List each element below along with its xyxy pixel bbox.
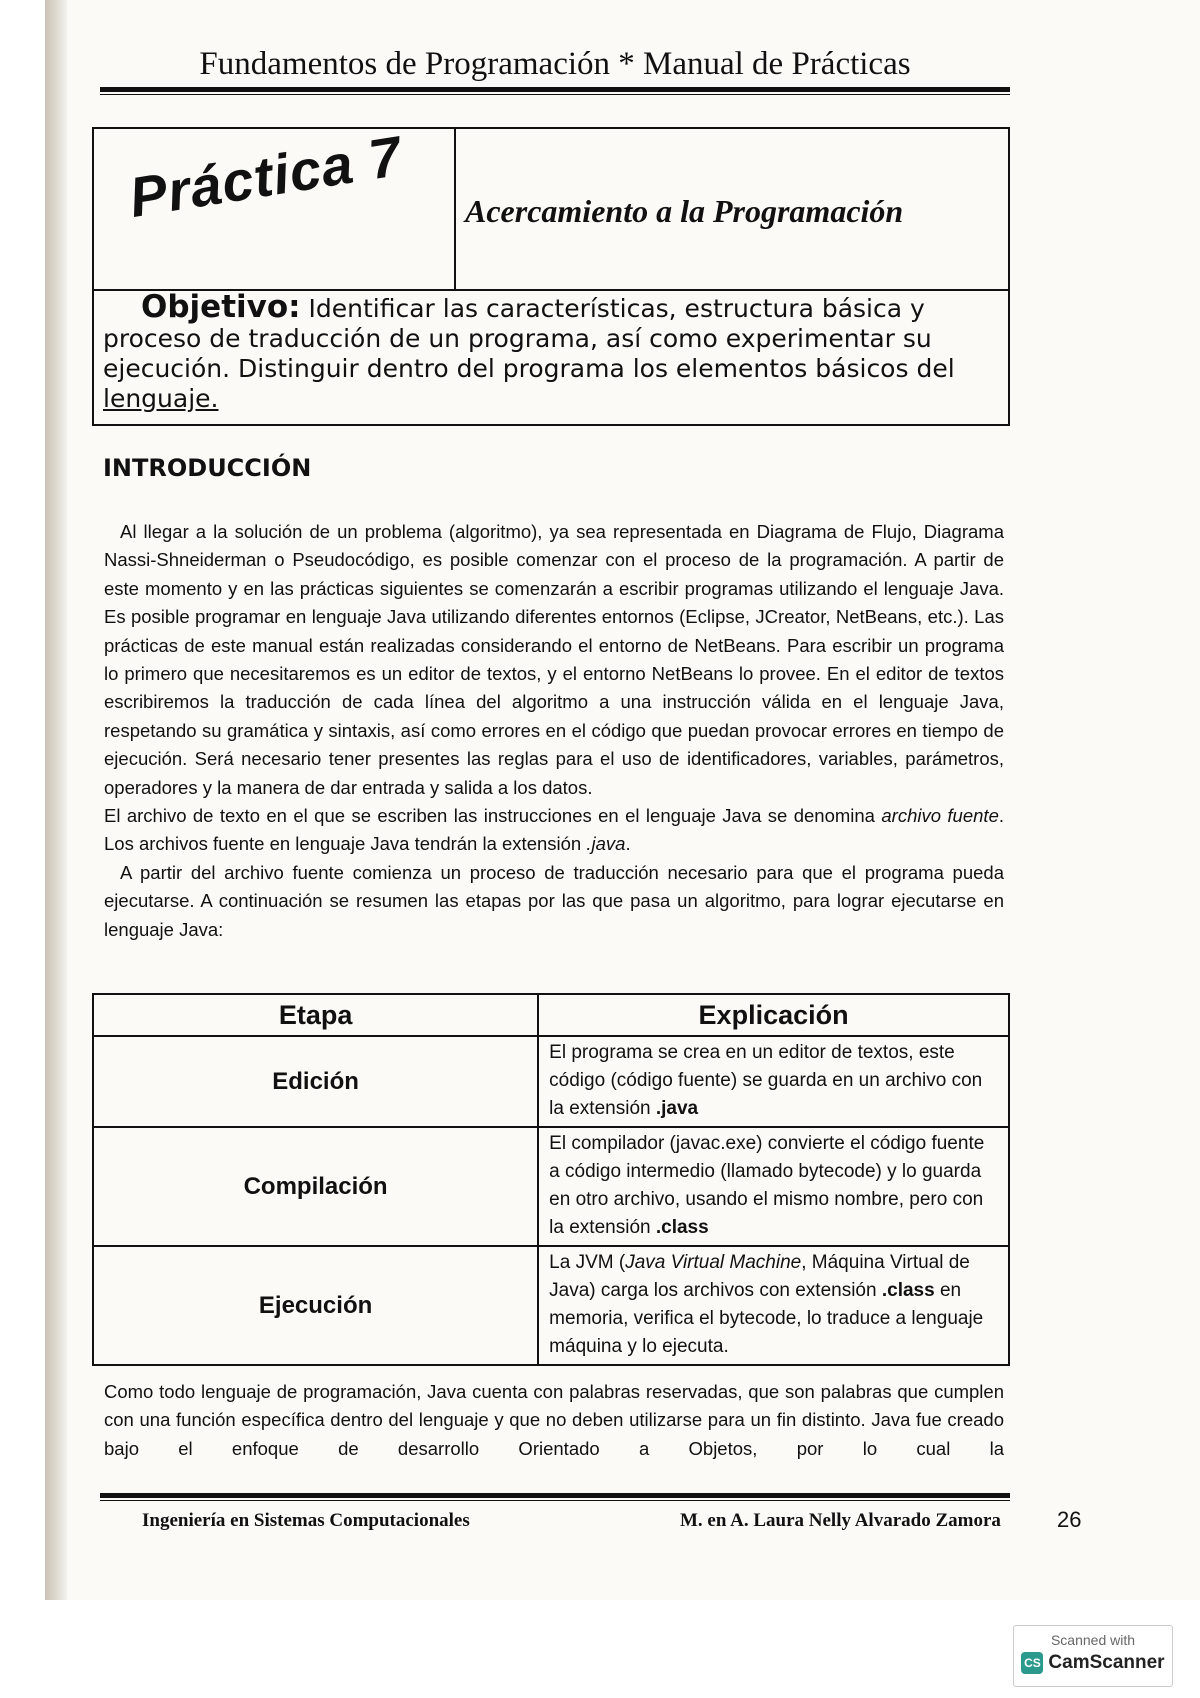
objective-line: ejecución. Distinguir dentro del programa los elementos básicos del: [103, 354, 955, 383]
page-binding-shadow: [45, 0, 67, 1600]
column-header: Explicación: [538, 994, 1009, 1036]
intro-paragraph: A partir del archivo fuente comienza un proceso de traducción necesario para que el programa pueda ejecutarse. A continuación se resumen las etapas por las que pasa un algoritmo, para lograr ejecutarse en lenguaje Java:: [104, 861, 1004, 940]
intro-paragraph: [104, 802, 1004, 859]
introduction-body: [104, 518, 1004, 944]
introduction-heading: INTRODUCCIÓN: [103, 454, 312, 482]
intro-text: . Los archivos fuente en lenguaje Java tendrán la extensión: [104, 805, 1004, 855]
objective-label: Objetivo:: [141, 289, 301, 325]
explanation-text: La JVM (: [549, 1252, 626, 1273]
header-rule-thin: [100, 94, 1010, 95]
closing-text: Como todo lenguaje de programación, Java cuenta con palabras reservadas, que son palabras que cumplen con una función específica dentro del lenguaje y que no deben utilizarse para un fin distinto. Java fue creado bajo el enfoque de desarrollo Orientado a Objetos, por lo cual la: [104, 1381, 1004, 1459]
watermark-brand-name: CamScanner: [1048, 1652, 1165, 1673]
stages-table: [92, 993, 1010, 1366]
intro-text: .: [625, 833, 631, 855]
closing-paragraph: [104, 1378, 1004, 1463]
title-box-divider: [454, 127, 456, 290]
intro-text: El archivo de texto en el que se escriben las instrucciones en el lenguaje Java se denomina: [104, 805, 875, 827]
footer-rule-thin: [100, 1500, 1010, 1501]
explanation-italic: Java Virtual Machine: [625, 1252, 802, 1273]
camscanner-logo-icon: CS: [1021, 1652, 1043, 1674]
header-rule: [100, 87, 1010, 92]
explanation-text: en memoria, verifica el bytecode, lo traduce a lenguaje máquina y lo ejecuta.: [549, 1280, 984, 1357]
objective-line: lenguaje.: [103, 384, 219, 413]
explanation-extension: .java: [655, 1098, 699, 1119]
page-header-title: Fundamentos de Programación * Manual de Prácticas: [199, 46, 911, 82]
footer-rule: [100, 1493, 1010, 1498]
explanation-extension: .class: [881, 1280, 935, 1301]
table-row: [93, 1127, 1009, 1246]
explanation-text: El compilador (javac.exe) convierte el código fuente a código intermedio (llamado bytecode) y lo guarda en otro archivo, usando el mismo nombre, pero con la extensión: [549, 1133, 985, 1238]
stage-name: Ejecución: [93, 1246, 538, 1365]
objective-line: Identificar las características, estructura básica y: [308, 294, 925, 323]
stage-explanation: [538, 1036, 1009, 1127]
intro-extension: .java: [586, 833, 626, 855]
table-row: [93, 1246, 1009, 1365]
practice-subtitle: Acercamiento a la Programación: [465, 193, 904, 229]
page-number: 26: [1057, 1507, 1082, 1532]
stage-explanation: [538, 1246, 1009, 1365]
intro-term: archivo fuente: [881, 805, 999, 827]
table-row: [93, 1036, 1009, 1127]
footer-program: Ingeniería en Sistemas Computacionales: [142, 1510, 470, 1531]
column-header: Etapa: [93, 994, 538, 1036]
explanation-extension: .class: [655, 1217, 709, 1238]
objective-line: proceso de traducción de un programa, así como experimentar su: [103, 324, 932, 353]
watermark-caption: Scanned with: [1050, 1632, 1136, 1648]
footer-author: M. en A. Laura Nelly Alvarado Zamora: [680, 1510, 1001, 1531]
explanation-text: , Máquina Virtual de Java) carga los archivos con extensión: [549, 1252, 970, 1301]
practice-number: Práctica 7: [124, 123, 407, 230]
table-header-row: [93, 994, 1009, 1036]
stage-name: Compilación: [93, 1127, 538, 1246]
explanation-text: El programa se crea en un editor de textos, este código (código fuente) se guarda en un archivo con la extensión: [549, 1042, 983, 1119]
watermark-brand: [1014, 1652, 1172, 1674]
intro-paragraph: Al llegar a la solución de un problema (algoritmo), ya sea representada en Diagrama de Flujo, Diagrama Nassi-Shneiderman o Pseudocódigo, es posible comenzar con el proceso de la programación. A partir de este momento y en las prácticas siguientes se comenzarán a escribir programas utilizando el lenguaje Java. Es posible programar en lenguaje Java utilizando diferentes entornos (Eclipse, JCreator, NetBeans, etc.). Las prácticas de este manual están realizadas considerando el entorno de NetBeans. Para escribir un programa lo primero que necesitaremos es un editor de textos, y el entorno NetBeans lo provee. En el editor de textos escribiremos la traducción de cada línea del algoritmo a una instrucción válida en el lenguaje Java, respetando su gramática y sintaxis, así como errores en el código que puedan provocar errores en tiempo de ejecución. Será necesario tener presentes las reglas para el uso de identificadores, variables, parámetros, operadores y la manera de dar entrada y salida a los datos.: [104, 521, 1004, 798]
stage-explanation: [538, 1127, 1009, 1246]
objective-block: [103, 289, 1003, 414]
stage-name: Edición: [93, 1036, 538, 1127]
camscanner-watermark: [1013, 1625, 1173, 1687]
